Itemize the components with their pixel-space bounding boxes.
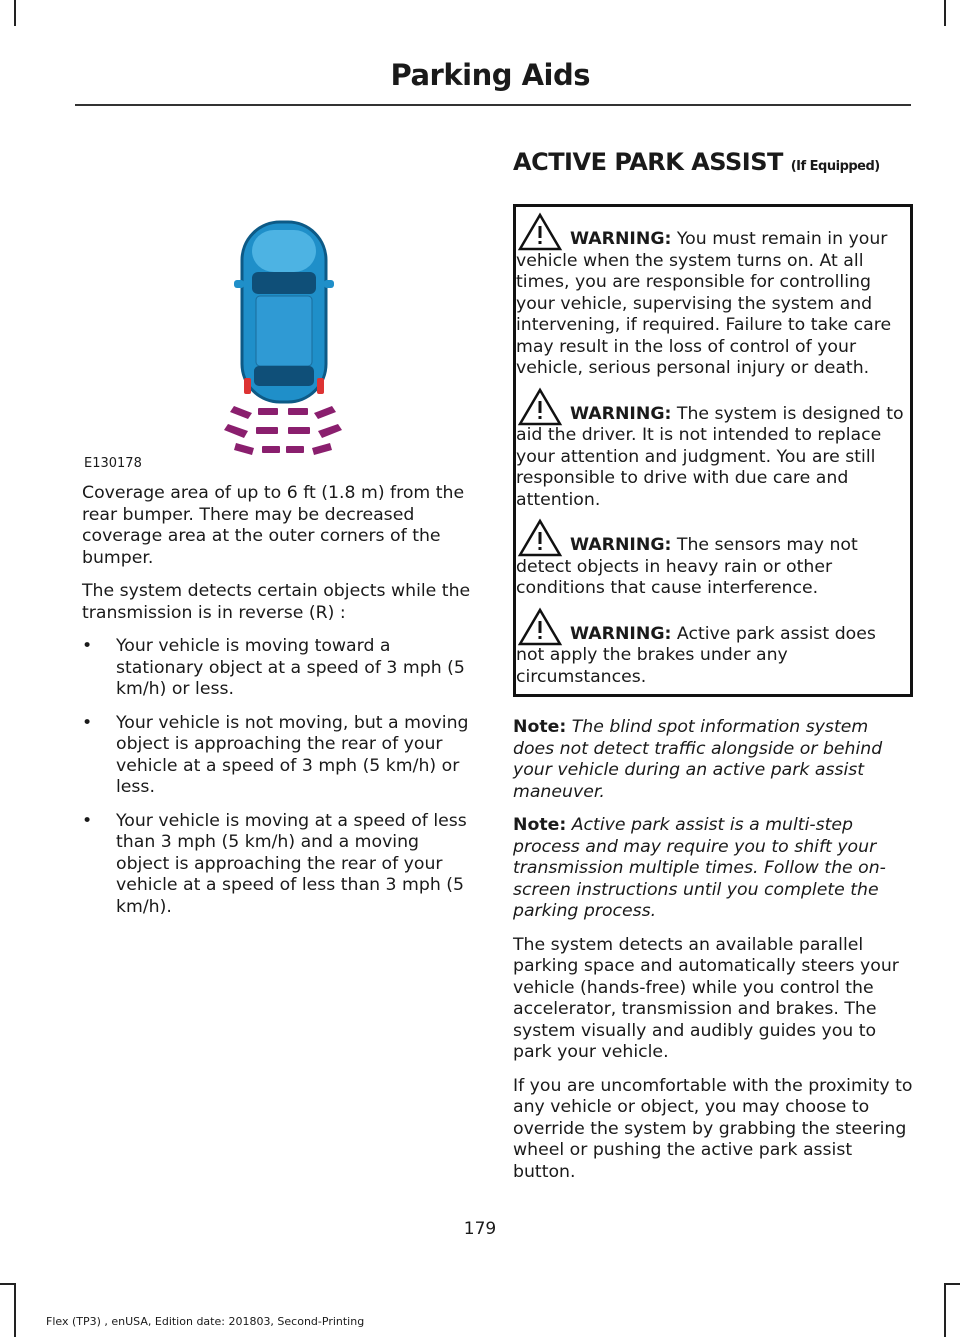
- override-paragraph: If you are uncomfortable with the proximity to any vehicle or object, you may choose to override the system by grabbing the steering wheel or pushing the active park assist button.: [513, 1075, 913, 1182]
- sensor-zone-r3-2: [262, 446, 280, 453]
- list-item-text: Your vehicle is moving toward a stationary object at a speed of 3 mph (5 km/h) or less.: [116, 636, 465, 699]
- crop-mark-top-right: [944, 0, 946, 26]
- sensor-zone-r3-3: [286, 446, 304, 453]
- sensor-zone-r1-2: [258, 408, 278, 415]
- sensor-zone-r3-1: [234, 443, 254, 455]
- sensor-zone-r1-1: [230, 406, 252, 419]
- detection-intro-paragraph: The system detects certain objects while the transmission is in reverse (R) :: [82, 581, 471, 623]
- warning-item: [516, 624, 904, 689]
- warning-text: Active park assist does not apply the brakes under any circumstances.: [516, 623, 876, 687]
- vehicle-mirror-right: [324, 280, 334, 288]
- sensor-zone-r2-4: [318, 424, 342, 438]
- warning-text: The sensors may not detect objects in heavy rain or other conditions that cause interference.: [516, 535, 858, 598]
- warning-label: WARNING:: [570, 229, 672, 249]
- warning-label: WARNING:: [570, 623, 672, 644]
- crop-mark-top-left: [14, 0, 16, 26]
- system-description-paragraph: The system detects an available parallel parking space and automatically steers your vehicle (hands-free) while you control the accelerator, transmission and brakes. The system visually and audibly guides you to park your vehicle.: [513, 934, 899, 1062]
- bullet-symbol: •: [82, 636, 93, 656]
- bullet-symbol: •: [82, 712, 93, 733]
- crop-mark-bottom-left-v: [14, 1283, 16, 1337]
- vehicle-hood: [252, 230, 316, 272]
- crop-mark-bottom-left-h: [0, 1283, 14, 1285]
- list-item: [82, 636, 477, 701]
- right-column: [513, 148, 913, 1195]
- note-label: Note:: [513, 717, 567, 737]
- sensor-zone-r1-3: [288, 408, 308, 415]
- warning-label: WARNING:: [570, 403, 672, 424]
- sensor-zone-r3-4: [312, 443, 332, 455]
- detection-conditions-list: [82, 636, 477, 918]
- warning-triangle-icon: [516, 211, 564, 251]
- vehicle-windshield: [252, 272, 316, 294]
- vehicle-roof: [256, 296, 312, 366]
- note-blind-spot: [513, 717, 913, 803]
- warning-label: WARNING:: [570, 535, 672, 555]
- note-multi-step: [513, 815, 913, 923]
- list-item: [82, 811, 477, 919]
- list-item-text: Your vehicle is not moving, but a moving object is approaching the rear of your vehicle at a speed of 3 mph (5 km/h) or less.: [116, 712, 469, 797]
- list-item: [82, 713, 477, 799]
- vehicle-coverage-illustration: [82, 180, 467, 470]
- section-heading: [513, 148, 913, 176]
- page-number: 179: [463, 1219, 497, 1239]
- vehicle-tail-right: [317, 378, 324, 394]
- sensor-zone-r2-3: [288, 427, 310, 434]
- bullet-symbol: •: [82, 810, 93, 831]
- warnings-box: [513, 204, 913, 697]
- section-title-suffix: (If Equipped): [790, 159, 880, 174]
- note-label: Note:: [513, 815, 567, 835]
- sensor-zone-r2-1: [224, 424, 248, 438]
- warning-triangle-icon: [516, 517, 564, 557]
- vehicle-rear-window: [254, 366, 314, 386]
- left-column: [82, 180, 477, 930]
- vehicle-tail-left: [244, 378, 251, 394]
- warning-text: The system is designed to aid the driver. It is not intended to replace your attention and judgment. You are still responsible to drive with due care and attention.: [516, 403, 904, 510]
- list-item-text: Your vehicle is moving at a speed of less than 3 mph (5 km/h) and a moving object is approaching the rear of your vehicle at a speed of less than 3 mph (5 km/h).: [116, 810, 467, 917]
- footer-edition: Flex (TP3) , enUSA, Edition date: 201803, Second-Printing: [46, 1315, 365, 1328]
- warning-item: [516, 229, 904, 380]
- warning-triangle-icon: [516, 386, 564, 426]
- figure-code: E130178: [84, 456, 142, 471]
- warning-item: [516, 404, 904, 512]
- crop-mark-bottom-right-v: [944, 1283, 946, 1337]
- crop-mark-bottom-right-h: [946, 1283, 960, 1285]
- warning-triangle-icon: [516, 606, 564, 646]
- sensor-zone-r1-4: [314, 406, 336, 419]
- note-text: Active park assist is a multi-step process and may require you to shift your transmission multiple times. Follow the on-screen instructions until you complete the parking process.: [513, 815, 886, 921]
- rear-sensor-zones: [224, 406, 342, 455]
- note-text: The blind spot information system does not detect traffic alongside or behind your vehicle during an active park assist maneuver.: [513, 717, 883, 802]
- section-title: ACTIVE PARK ASSIST: [513, 148, 783, 176]
- vehicle-mirror-left: [234, 280, 244, 288]
- page-title: Parking Aids: [390, 58, 590, 92]
- coverage-paragraph: Coverage area of up to 6 ft (1.8 m) from the rear bumper. There may be decreased coverage area at the outer corners of the bumper.: [82, 483, 465, 568]
- sensor-zone-r2-2: [256, 427, 278, 434]
- rear-sensor-figure: [82, 180, 467, 475]
- header-divider: [75, 104, 911, 106]
- warning-item: [516, 535, 904, 600]
- warning-text: You must remain in your vehicle when the system turns on. At all times, you are responsible for controlling your vehicle, supervising the system and intervening, if required. Failure to take care may result in the loss of control of your vehicle, serious personal injury or death.: [516, 229, 892, 378]
